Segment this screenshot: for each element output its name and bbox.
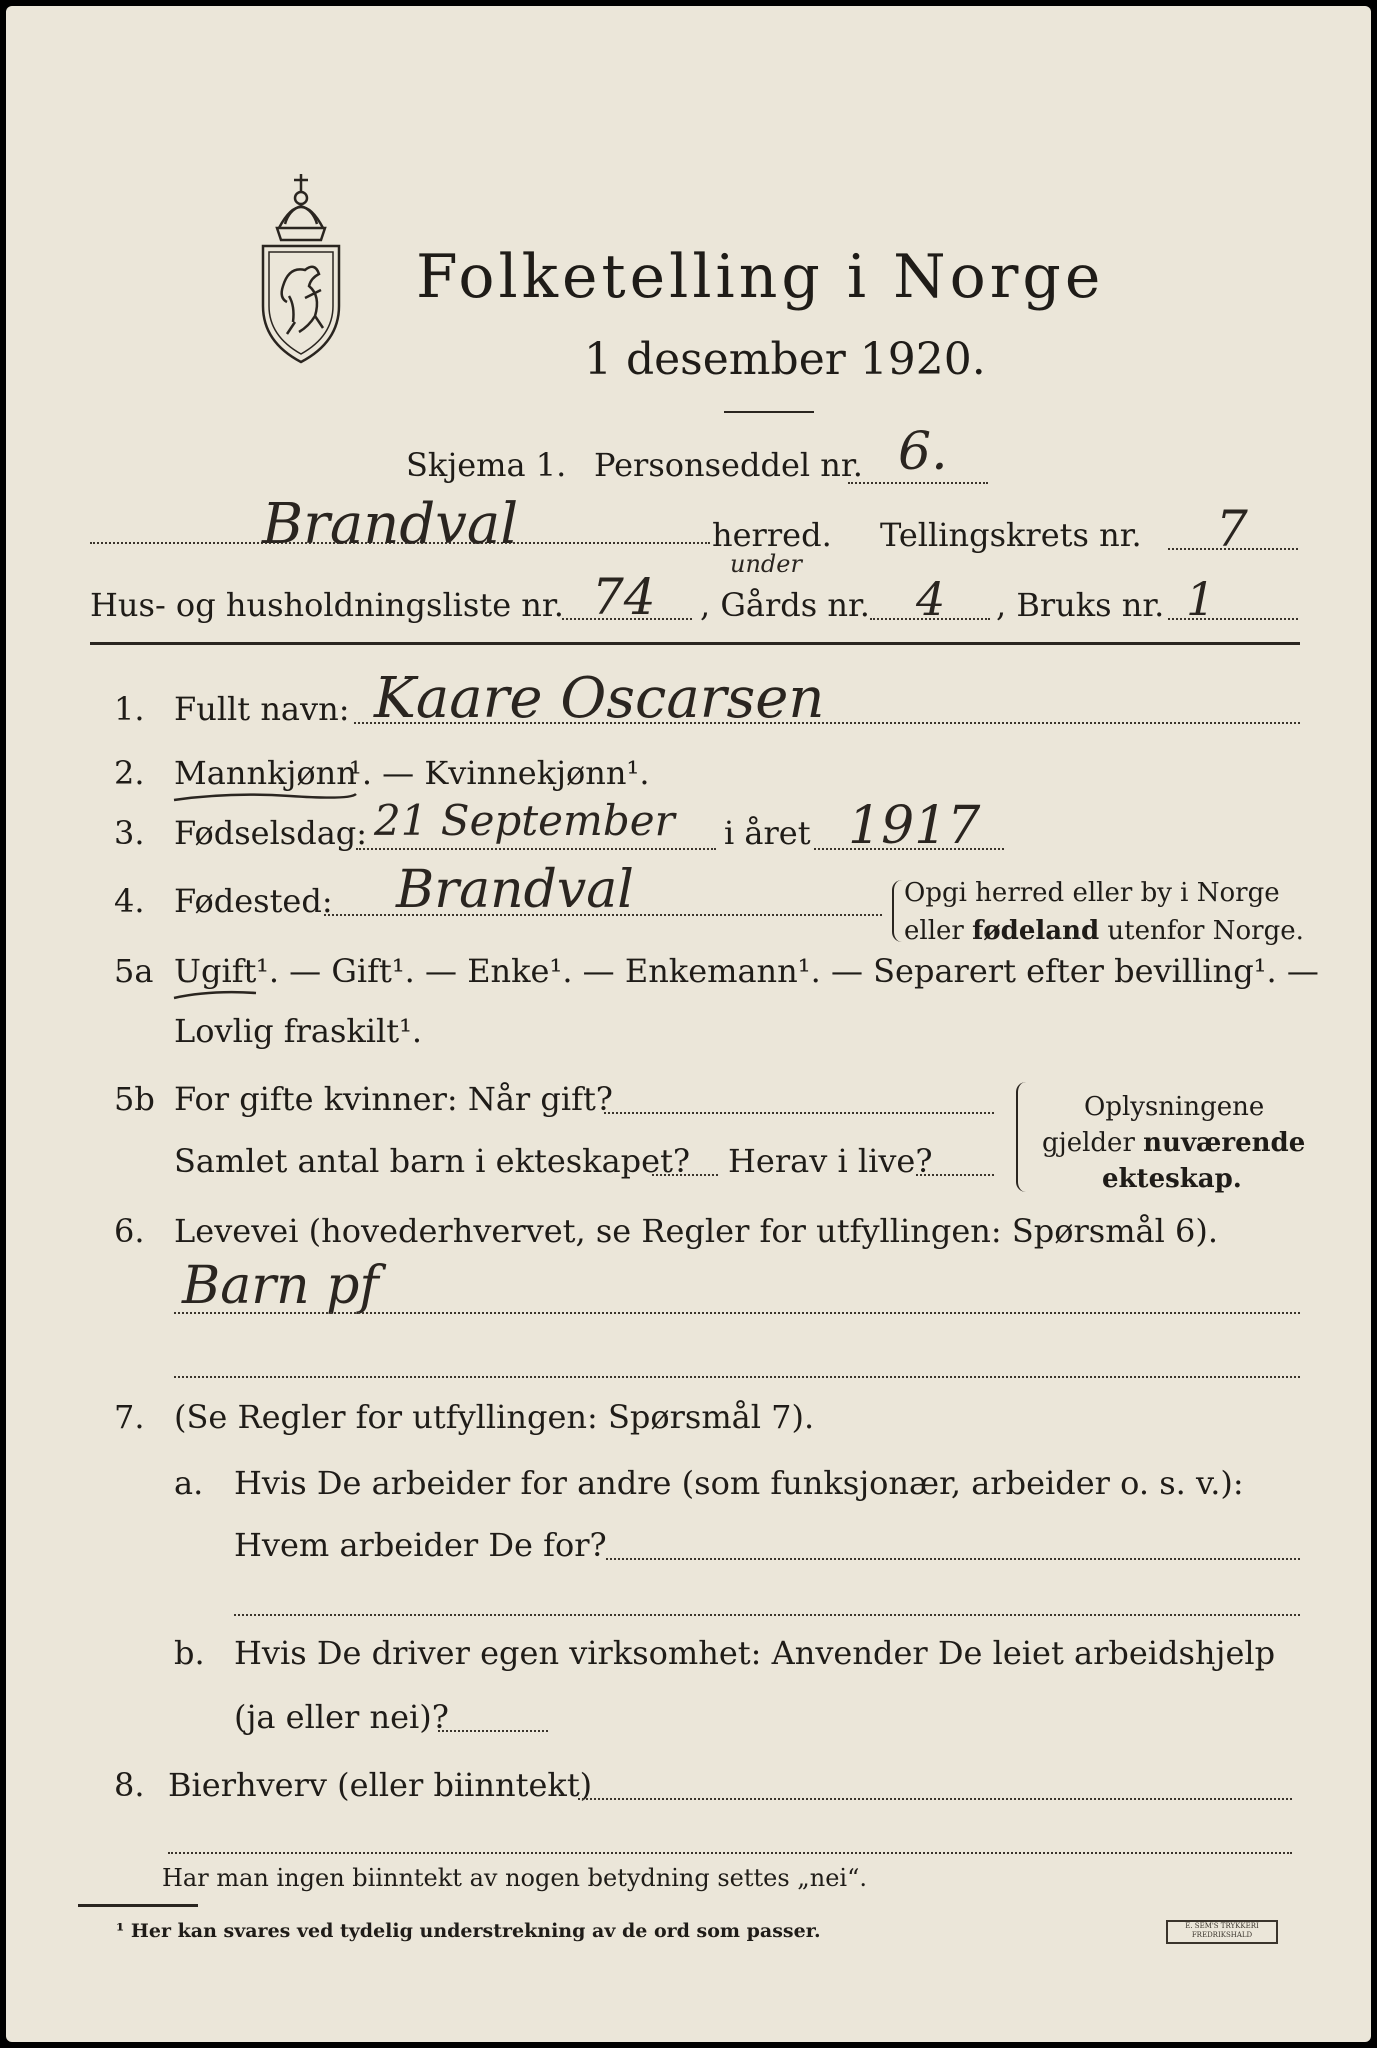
q7a-employer-label: Hvem arbeider De for? [234, 1526, 607, 1564]
q5b-alive-label: Herav i live? [728, 1142, 933, 1180]
footnote-rule [78, 1904, 198, 1907]
footnote: ¹ Her kan svares ved tydelig understrekning av de ord som passer. [116, 1920, 821, 1942]
q7b-letter: b. [174, 1634, 205, 1672]
occupation-value[interactable]: Barn pf [182, 1256, 379, 1316]
gards-label: , Gårds nr. [700, 586, 870, 624]
q3-number: 3. [114, 814, 145, 852]
q7-number: 7. [114, 1398, 145, 1436]
hired-help-field[interactable] [438, 1730, 548, 1732]
side-income-field[interactable] [578, 1798, 1292, 1800]
q8-note: Har man ingen biinntekt av nogen betydning settes „nei“. [162, 1864, 867, 1892]
birth-day-value[interactable]: 21 September [374, 796, 675, 845]
q4-note-line2: eller fødeland utenfor Norge. [904, 916, 1304, 946]
q8-number: 8. [114, 1766, 145, 1804]
q5b-note-line1: Oplysningene [1084, 1092, 1265, 1122]
q5b-label: For gifte kvinner: Når gift? [174, 1080, 613, 1118]
q5a-option-ugift[interactable]: Ugift [174, 952, 257, 990]
coat-of-arms-icon [249, 166, 353, 366]
personseddel-label: Personseddel nr. [594, 446, 863, 484]
bruks-label: , Bruks nr. [996, 586, 1165, 624]
q2-option-kvinnekjonn[interactable]: ¹. — Kvinnekjønn¹. [349, 754, 650, 792]
hus-note: under [730, 550, 802, 578]
q5a-other-options[interactable]: ¹. — Gift¹. — Enke¹. — Enkemann¹. — Separert efter bevilling¹. — [256, 952, 1319, 990]
q5a-lovlig-fraskilt[interactable]: Lovlig fraskilt¹. [174, 1012, 423, 1050]
printer-stamp: E. SEM'S TRYKKERI FREDRIKSHALD [1166, 1920, 1278, 1944]
personseddel-number[interactable]: 6. [898, 422, 948, 482]
q7b-label: Hvis De driver egen virksomhet: Anvender De leiet arbeidshjelp [234, 1634, 1276, 1672]
q7-label: (Se Regler for utfyllingen: Spørsmål 7). [174, 1398, 815, 1436]
alive-field[interactable] [916, 1174, 994, 1176]
q5b-children-label: Samlet antal barn i ekteskapet? [174, 1142, 691, 1180]
tellingskrets-label: Tellingskrets nr. [880, 516, 1142, 554]
hus-number[interactable]: 74 [592, 568, 656, 626]
q4-number: 4. [114, 882, 145, 920]
ugift-underline [170, 988, 260, 1002]
herred-value[interactable]: Brandval [262, 492, 519, 557]
tellingskrets-number[interactable]: 7 [1216, 500, 1248, 558]
q7a-label: Hvis De arbeider for andre (som funksjonær, arbeider o. s. v.): [234, 1464, 1244, 1502]
q5b-number: 5b [114, 1080, 155, 1118]
q5a-number: 5a [114, 952, 154, 990]
birth-year-value[interactable]: 1917 [848, 796, 981, 856]
hus-label: Hus- og husholdningsliste nr. [90, 586, 564, 624]
q8-label: Bierhverv (eller biinntekt) [168, 1766, 593, 1804]
q7a-letter: a. [174, 1464, 204, 1502]
q2-number: 2. [114, 754, 145, 792]
q6-label: Levevei (hovederhvervet, se Regler for utfyllingen: Spørsmål 6). [174, 1212, 1219, 1250]
document-title: Folketelling i Norge [416, 242, 1105, 312]
employer-field[interactable] [606, 1558, 1300, 1560]
census-date: 1 desember 1920. [584, 334, 986, 385]
q4-note-line1: Opgi herred eller by i Norge [904, 878, 1280, 908]
q4-label: Fødested: [174, 882, 333, 920]
q5b-note-line2: gjelder nuværende [1042, 1128, 1306, 1158]
married-when-field[interactable] [604, 1112, 994, 1114]
skjema-label: Skjema 1. [406, 446, 567, 484]
full-name-value[interactable]: Kaare Oscarsen [374, 666, 825, 731]
gards-number[interactable]: 4 [916, 572, 946, 626]
q7b-yes-no-label: (ja eller nei)? [234, 1698, 449, 1736]
header-rule [90, 642, 1300, 645]
mannkjonn-underline [170, 790, 360, 804]
census-form-page [6, 6, 1371, 2042]
herred-label: herred. [712, 516, 832, 554]
q6-number: 6. [114, 1212, 145, 1250]
q5b-note-line3: ekteskap. [1102, 1164, 1242, 1194]
q1-number: 1. [114, 690, 145, 728]
title-divider [724, 411, 814, 413]
children-field[interactable] [652, 1174, 718, 1176]
q2-option-mannkjonn[interactable]: Mannkjønn [174, 754, 357, 792]
q3-label: Fødselsdag: [174, 814, 368, 852]
birthplace-value[interactable]: Brandval [396, 860, 634, 920]
bruks-number[interactable]: 1 [1186, 572, 1216, 626]
q1-label: Fullt navn: [174, 690, 350, 728]
q3-year-label: i året [724, 814, 811, 852]
